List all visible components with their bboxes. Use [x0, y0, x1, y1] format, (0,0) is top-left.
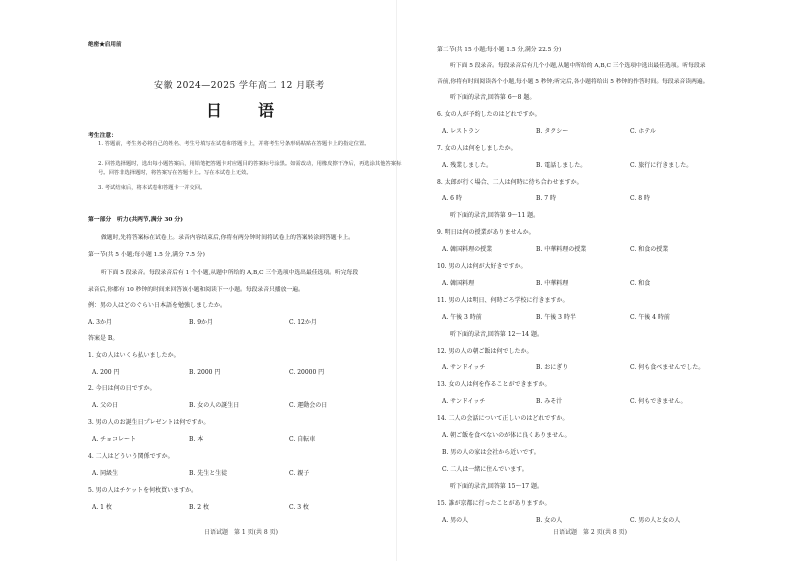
- answer-option: C. 二人は一緒に住んでいます。: [442, 465, 528, 473]
- answer-option: C. 男の人と女の人: [630, 516, 681, 524]
- section2-heading: 第二节(共 15 小题;每小题 1.5 分,满分 22.5 分): [437, 47, 562, 53]
- question-text: 10. 男の人は何が大好きですか。: [437, 263, 527, 270]
- answer-option: C. 和食の授業: [630, 246, 669, 254]
- notice-item: 2. 回答选择题时，选出每小题答案后，用铅笔把答题卡对应题目的答案标号涂黑。如需改动，用橡皮擦干净后，再选涂其他答案标号。回答非选择题时，将答案写在答题卡上。写在本试卷上无效。: [98, 161, 402, 176]
- answer-option: A. 200 円: [92, 369, 120, 376]
- question-text: 13. 女の人は何を作ることができますか。: [437, 381, 551, 389]
- question-text: 12. 男の人の朝ご飯は何でしたか。: [437, 347, 533, 355]
- answer-option: B. おにぎり: [536, 364, 569, 372]
- question-text: 7. 女の人は何をしましたか。: [437, 144, 517, 152]
- listening-instruction: 听下面的录音,回答第 15～17 题。: [450, 482, 543, 490]
- listening-instruction: 听下面的录音,回答第 6～8 题。: [450, 94, 536, 101]
- confidential-label: 绝密★启用前: [88, 42, 122, 48]
- answer-option: C. 午後 4 時前: [630, 313, 670, 321]
- question-text: 1. 女の人はいくら払いましたか。: [88, 352, 180, 359]
- question-text: 5. 男の人はチケットを何枚買いますか。: [88, 487, 198, 494]
- answer-option: A. サンドイッチ: [442, 364, 486, 372]
- answer-option: B. 2000 円: [189, 369, 221, 376]
- answer-option: A. チョコレート: [92, 436, 136, 443]
- answer-option: C. 旅行に行きました。: [630, 161, 693, 169]
- exam-title: 安徽 2024—2025 学年高二 12 月联考: [154, 81, 325, 91]
- answer-option: A. 父の日: [92, 402, 119, 409]
- part1-heading: 第一部分 听力(共两节,满分 30 分): [88, 217, 183, 223]
- answer-option: A. 男の人: [442, 516, 469, 524]
- answer-option: B. みそ汁: [536, 398, 563, 406]
- answer-option: B. 女の人: [536, 516, 563, 524]
- question-text: 15. 誰が京都に行ったことがありますか。: [437, 499, 551, 507]
- answer-option: C. 20000 円: [289, 369, 325, 376]
- answer-option: B. 先生と生徒: [189, 470, 228, 477]
- notice-title: 考生注意：: [88, 133, 117, 139]
- section1-description: 录音后,你都有 10 秒钟的时间来回答该小题和阅读下一小题。每段录音只播放一遍。: [88, 287, 304, 293]
- answer-option: B. 女の人の誕生日: [189, 402, 240, 409]
- question-text: 3. 男の人のお誕生日プレゼントは何ですか。: [88, 419, 210, 426]
- answer-option: A. 1 枚: [92, 504, 112, 511]
- answer-option: C. 和食: [630, 279, 651, 287]
- part1-description: 做题时,先将答案标在试卷上。录音内容结束后,你将有两分钟时间将试卷上的答案转涂到答题卡上。: [101, 235, 354, 241]
- example-option: C. 12か月: [289, 319, 317, 326]
- answer-option: A. サンドイッチ: [442, 398, 486, 406]
- answer-option: C. 8 時: [630, 195, 650, 203]
- question-text: 2. 今日は何の日ですか。: [88, 385, 156, 392]
- answer-option: C. 3 枚: [289, 504, 309, 511]
- section1-heading: 第一节(共 5 小题;每小题 1.5 分,满分 7.5 分): [88, 252, 205, 258]
- question-text: 8. 太郎が行く場合、二人は何時に待ち合わせますか。: [437, 178, 583, 186]
- answer-option: A. 同級生: [92, 470, 119, 477]
- answer-option: C. 何もできません。: [630, 398, 687, 406]
- example-question: 例：男の人はどのぐらい日本語を勉強しましたか。: [88, 302, 227, 309]
- answer-option: A. 6 時: [442, 195, 462, 203]
- example-answer: 答案是 B。: [88, 335, 119, 342]
- section2-description: 音前,你将有时间阅读各个小题,每小题 5 秒钟;听完后,各小题将给出 5 秒钟的作答时间。每段录音读两遍。: [437, 79, 709, 85]
- listening-instruction: 听下面的录音,回答第 9～11 题。: [450, 212, 540, 220]
- page-footer: 日语试题 第 2 页(共 8 页): [553, 529, 627, 536]
- answer-option: A. 午後 3 時前: [442, 313, 482, 321]
- question-text: 6. 女の人が予約したのはどれですか。: [437, 110, 541, 118]
- answer-option: C. 自転車: [289, 436, 316, 443]
- answer-option: B. 午後 3 時半: [536, 313, 576, 321]
- answer-option: C. 運動会の日: [289, 402, 328, 409]
- answer-option: B. タクシー: [536, 127, 569, 135]
- section2-description: 听下面 5 段录音。每段录音后有几个小题,从题中所给的 A,B,C 三个选项中选出最佳选项。听每段录: [450, 63, 706, 69]
- question-text: 9. 明日は何の授業がありませんか。: [437, 229, 535, 237]
- right-page: [397, 0, 794, 561]
- answer-option: A. 韓国料理: [442, 279, 475, 287]
- answer-option: A. レストラン: [442, 127, 480, 135]
- question-text: 4. 二人はどういう関係ですか。: [88, 453, 174, 460]
- example-option: B. 9か月: [189, 319, 214, 326]
- example-option: A. 3か月: [88, 319, 112, 326]
- section1-description: 听下面 5 段录音。每段录音后有 1 个小题,从题中所给的 A,B,C 三个选项中选出最佳选项。听完每段: [101, 270, 359, 276]
- subject-title: 日 语: [206, 101, 285, 120]
- answer-option: B. 男の人の家は会社から近いです。: [442, 448, 540, 456]
- answer-option: A. 残業しました。: [442, 161, 493, 169]
- answer-option: B. 本: [189, 436, 204, 443]
- question-text: 11. 男の人は明日、何時ごろ学校に行きますか。: [437, 296, 569, 304]
- listening-instruction: 听下面的录音,回答第 12～14 题。: [450, 330, 543, 338]
- answer-option: A. 朝ご飯を食べないのが体に良くありません。: [442, 432, 571, 439]
- answer-option: B. 2 枚: [189, 504, 209, 511]
- notice-item: 3. 考试结束后，将本试卷和答题卡一并交回。: [98, 185, 206, 191]
- answer-option: C. 親子: [289, 470, 310, 477]
- answer-option: B. 7 時: [536, 195, 556, 203]
- notice-item: 1. 答题前，考生务必将自己的姓名、考生号填写在试卷和答题卡上，并将考生号条形码粘贴在答题卡上的指定位置。: [98, 141, 370, 147]
- answer-option: B. 中華料理: [536, 279, 569, 287]
- answer-option: B. 中華料理の授業: [536, 246, 587, 254]
- answer-option: B. 電話しました。: [536, 161, 587, 169]
- page-footer: 日语试题 第 1 页(共 8 页): [204, 529, 278, 536]
- answer-option: C. 何も食べませんでした。: [630, 364, 705, 372]
- question-text: 14. 二人の会話について正しいのはどれですか。: [437, 415, 569, 423]
- answer-option: C. ホテル: [630, 127, 656, 135]
- answer-option: A. 韓国料理の授業: [442, 246, 493, 254]
